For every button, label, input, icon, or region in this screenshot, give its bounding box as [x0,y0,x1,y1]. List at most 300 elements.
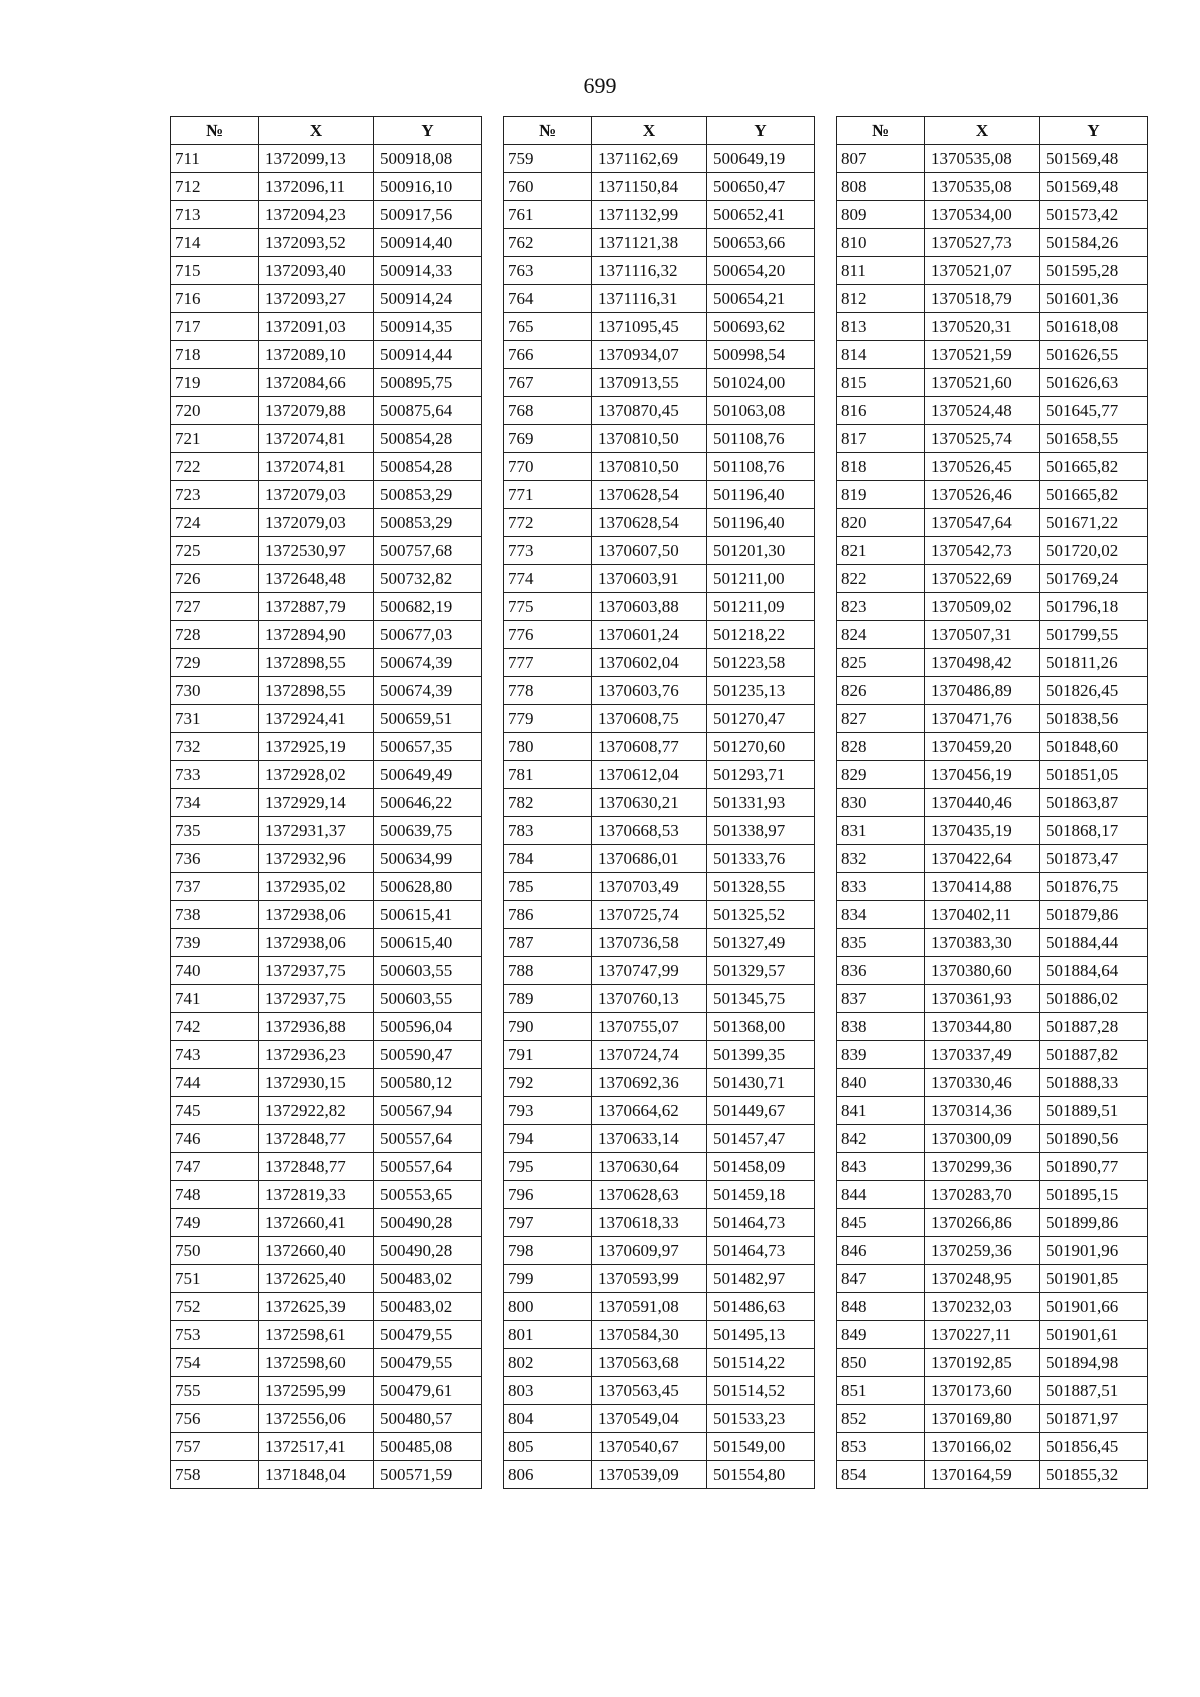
cell-number: 734 [171,789,259,817]
cell-number: 774 [504,565,592,593]
cell-y: 500659,51 [374,705,482,733]
cell-x: 1370456,19 [925,761,1040,789]
cell-number: 787 [504,929,592,957]
table-row [837,1097,1148,1125]
cell-x: 1372074,81 [259,453,374,481]
table-row [837,1293,1148,1321]
cell-y: 501196,40 [707,509,815,537]
cell-y: 500895,75 [374,369,482,397]
cell-number: 805 [504,1433,592,1461]
cell-y: 500490,28 [374,1237,482,1265]
cell-number: 751 [171,1265,259,1293]
cell-y: 501884,64 [1040,957,1148,985]
cell-number: 727 [171,593,259,621]
table-row [504,481,815,509]
cell-number: 845 [837,1209,925,1237]
cell-y: 501293,71 [707,761,815,789]
table-row [171,929,482,957]
table-row [504,425,815,453]
cell-y: 501514,22 [707,1349,815,1377]
cell-y: 501270,47 [707,705,815,733]
cell-y: 501887,82 [1040,1041,1148,1069]
cell-y: 501327,49 [707,929,815,957]
cell-number: 834 [837,901,925,929]
table-row [837,817,1148,845]
cell-number: 840 [837,1069,925,1097]
cell-x: 1371132,99 [592,201,707,229]
cell-y: 500557,64 [374,1125,482,1153]
table-row [504,1209,815,1237]
cell-x: 1370747,99 [592,957,707,985]
cell-x: 1372937,75 [259,985,374,1013]
column-header-x: X [592,117,707,145]
cell-x: 1370810,50 [592,425,707,453]
cell-x: 1372079,88 [259,397,374,425]
table-row [837,985,1148,1013]
cell-number: 849 [837,1321,925,1349]
cell-x: 1370522,69 [925,565,1040,593]
cell-number: 794 [504,1125,592,1153]
table-row [504,229,815,257]
cell-y: 500853,29 [374,509,482,537]
cell-number: 784 [504,845,592,873]
table-row [504,957,815,985]
cell-x: 1370686,01 [592,845,707,873]
cell-number: 807 [837,145,925,173]
table-row [171,145,482,173]
table-row [171,1237,482,1265]
cell-y: 501549,00 [707,1433,815,1461]
cell-number: 720 [171,397,259,425]
cell-x: 1370539,09 [592,1461,707,1489]
cell-x: 1372936,88 [259,1013,374,1041]
table-row [171,789,482,817]
cell-y: 501235,13 [707,677,815,705]
cell-number: 764 [504,285,592,313]
cell-y: 501584,26 [1040,229,1148,257]
cell-number: 827 [837,705,925,733]
cell-x: 1370520,31 [925,313,1040,341]
cell-number: 817 [837,425,925,453]
table-row [504,313,815,341]
cell-x: 1370609,97 [592,1237,707,1265]
table-row [837,257,1148,285]
table-row [171,313,482,341]
cell-y: 501218,22 [707,621,815,649]
cell-y: 501223,58 [707,649,815,677]
cell-number: 762 [504,229,592,257]
cell-number: 826 [837,677,925,705]
cell-y: 500677,03 [374,621,482,649]
cell-number: 814 [837,341,925,369]
table-row [171,1377,482,1405]
cell-x: 1370547,64 [925,509,1040,537]
table-row [171,1069,482,1097]
cell-x: 1371116,31 [592,285,707,313]
cell-number: 819 [837,481,925,509]
table-row [837,761,1148,789]
cell-number: 786 [504,901,592,929]
cell-x: 1370459,20 [925,733,1040,761]
cell-y: 500603,55 [374,985,482,1013]
table-row [504,1405,815,1433]
table-row [504,173,815,201]
cell-y: 501626,55 [1040,341,1148,369]
cell-y: 501848,60 [1040,733,1148,761]
cell-x: 1370608,77 [592,733,707,761]
table-row [504,341,815,369]
table-row [837,565,1148,593]
table-row [837,957,1148,985]
cell-x: 1372556,06 [259,1405,374,1433]
cell-number: 757 [171,1433,259,1461]
table-row [171,705,482,733]
cell-number: 736 [171,845,259,873]
cell-x: 1370509,02 [925,593,1040,621]
cell-y: 501211,00 [707,565,815,593]
cell-x: 1370563,45 [592,1377,707,1405]
cell-x: 1370630,64 [592,1153,707,1181]
cell-number: 830 [837,789,925,817]
table-row [171,201,482,229]
cell-y: 501884,44 [1040,929,1148,957]
cell-x: 1372094,23 [259,201,374,229]
cell-x: 1372931,37 [259,817,374,845]
cell-x: 1372898,55 [259,677,374,705]
cell-x: 1370173,60 [925,1377,1040,1405]
cell-number: 735 [171,817,259,845]
cell-x: 1370664,62 [592,1097,707,1125]
cell-x: 1370540,67 [592,1433,707,1461]
cell-x: 1372091,03 [259,313,374,341]
cell-x: 1370422,64 [925,845,1040,873]
table-row [504,1433,815,1461]
cell-y: 500567,94 [374,1097,482,1125]
cell-x: 1371095,45 [592,313,707,341]
cell-x: 1370736,58 [592,929,707,957]
cell-y: 500639,75 [374,817,482,845]
cell-y: 501618,08 [1040,313,1148,341]
cell-y: 501811,26 [1040,649,1148,677]
table-row [837,929,1148,957]
cell-number: 714 [171,229,259,257]
cell-number: 846 [837,1237,925,1265]
cell-number: 730 [171,677,259,705]
table-row [171,733,482,761]
cell-y: 500480,57 [374,1405,482,1433]
table-row [504,985,815,1013]
table-row [171,1321,482,1349]
cell-number: 791 [504,1041,592,1069]
table-row [837,1153,1148,1181]
table-row [504,621,815,649]
cell-number: 843 [837,1153,925,1181]
table-row [837,509,1148,537]
table-row [504,733,815,761]
cell-x: 1372848,77 [259,1125,374,1153]
cell-x: 1370668,53 [592,817,707,845]
table-row [171,369,482,397]
cell-x: 1372093,52 [259,229,374,257]
cell-x: 1370608,75 [592,705,707,733]
cell-x: 1370521,60 [925,369,1040,397]
table-header-row [171,117,482,145]
cell-number: 771 [504,481,592,509]
cell-number: 821 [837,537,925,565]
table-row [837,845,1148,873]
cell-number: 769 [504,425,592,453]
table-row [837,1041,1148,1069]
table-row [171,1209,482,1237]
cell-x: 1370628,54 [592,481,707,509]
cell-x: 1370870,45 [592,397,707,425]
cell-x: 1370380,60 [925,957,1040,985]
table-row [504,1125,815,1153]
cell-x: 1370601,24 [592,621,707,649]
cell-x: 1372084,66 [259,369,374,397]
cell-number: 725 [171,537,259,565]
cell-number: 711 [171,145,259,173]
cell-number: 723 [171,481,259,509]
cell-number: 738 [171,901,259,929]
cell-x: 1371848,04 [259,1461,374,1489]
table-row [171,1153,482,1181]
column-header-number: № [504,117,592,145]
cell-number: 761 [504,201,592,229]
cell-number: 758 [171,1461,259,1489]
cell-number: 779 [504,705,592,733]
cell-x: 1370232,03 [925,1293,1040,1321]
cell-y: 500603,55 [374,957,482,985]
cell-number: 747 [171,1153,259,1181]
cell-y: 500916,10 [374,173,482,201]
cell-x: 1370300,09 [925,1125,1040,1153]
table-row [837,593,1148,621]
cell-x: 1370725,74 [592,901,707,929]
cell-y: 500853,29 [374,481,482,509]
cell-number: 744 [171,1069,259,1097]
cell-x: 1372819,33 [259,1181,374,1209]
table-row [171,761,482,789]
table-row [171,901,482,929]
table-row [504,201,815,229]
cell-y: 501889,51 [1040,1097,1148,1125]
cell-x: 1370535,08 [925,173,1040,201]
table-row [837,677,1148,705]
cell-y: 500557,64 [374,1153,482,1181]
cell-x: 1372074,81 [259,425,374,453]
cell-number: 776 [504,621,592,649]
cell-number: 829 [837,761,925,789]
cell-y: 501873,47 [1040,845,1148,873]
cell-y: 501338,97 [707,817,815,845]
cell-number: 809 [837,201,925,229]
table-row [837,1377,1148,1405]
cell-y: 501331,93 [707,789,815,817]
cell-y: 501887,51 [1040,1377,1148,1405]
table-row [504,509,815,537]
table-row [504,1321,815,1349]
cell-number: 717 [171,313,259,341]
cell-x: 1370471,76 [925,705,1040,733]
cell-x: 1372922,82 [259,1097,374,1125]
cell-y: 500490,28 [374,1209,482,1237]
cell-y: 501890,56 [1040,1125,1148,1153]
cell-number: 781 [504,761,592,789]
cell-x: 1370166,02 [925,1433,1040,1461]
column-header-y: Y [1040,117,1148,145]
cell-y: 500479,55 [374,1349,482,1377]
cell-y: 500590,47 [374,1041,482,1069]
cell-number: 780 [504,733,592,761]
cell-x: 1370486,89 [925,677,1040,705]
cell-x: 1370703,49 [592,873,707,901]
cell-y: 500628,80 [374,873,482,901]
cell-x: 1370584,30 [592,1321,707,1349]
cell-y: 501328,55 [707,873,815,901]
table-row [837,313,1148,341]
table-row [837,1405,1148,1433]
cell-y: 501063,08 [707,397,815,425]
cell-number: 759 [504,145,592,173]
table-row [171,257,482,285]
table-row [837,1013,1148,1041]
cell-number: 815 [837,369,925,397]
cell-number: 782 [504,789,592,817]
cell-number: 793 [504,1097,592,1125]
table-row [504,453,815,481]
cell-y: 500657,35 [374,733,482,761]
cell-x: 1370563,68 [592,1349,707,1377]
table-row [504,1013,815,1041]
cell-number: 852 [837,1405,925,1433]
cell-x: 1370299,36 [925,1153,1040,1181]
cell-x: 1372595,99 [259,1377,374,1405]
cell-y: 501894,98 [1040,1349,1148,1377]
cell-y: 500914,44 [374,341,482,369]
table-row [171,453,482,481]
cell-number: 737 [171,873,259,901]
cell-number: 765 [504,313,592,341]
column-header-x: X [925,117,1040,145]
column-header-x: X [259,117,374,145]
table-row [171,649,482,677]
cell-x: 1370593,99 [592,1265,707,1293]
cell-y: 500479,61 [374,1377,482,1405]
cell-number: 838 [837,1013,925,1041]
table-row [171,397,482,425]
table-row [171,873,482,901]
cell-x: 1372598,60 [259,1349,374,1377]
cell-x: 1370283,70 [925,1181,1040,1209]
cell-x: 1372898,55 [259,649,374,677]
cell-x: 1372937,75 [259,957,374,985]
table-row [504,1153,815,1181]
cell-number: 726 [171,565,259,593]
cell-x: 1371116,32 [592,257,707,285]
cell-x: 1372936,23 [259,1041,374,1069]
cell-number: 823 [837,593,925,621]
cell-x: 1370525,74 [925,425,1040,453]
table-row [504,845,815,873]
cell-y: 501464,73 [707,1237,815,1265]
cell-number: 837 [837,985,925,1013]
cell-number: 760 [504,173,592,201]
cell-y: 501720,02 [1040,537,1148,565]
table-row [504,1349,815,1377]
cell-x: 1370227,11 [925,1321,1040,1349]
cell-number: 835 [837,929,925,957]
cell-y: 501458,09 [707,1153,815,1181]
cell-number: 743 [171,1041,259,1069]
cell-number: 766 [504,341,592,369]
cell-number: 824 [837,621,925,649]
cell-x: 1372625,39 [259,1293,374,1321]
table-row [171,1013,482,1041]
table-row [504,817,815,845]
cell-number: 847 [837,1265,925,1293]
cell-x: 1370603,91 [592,565,707,593]
cell-y: 500918,08 [374,145,482,173]
cell-y: 500649,19 [707,145,815,173]
cell-x: 1370344,80 [925,1013,1040,1041]
table-row [171,985,482,1013]
cell-x: 1372935,02 [259,873,374,901]
cell-number: 712 [171,173,259,201]
table-row [171,845,482,873]
cell-x: 1372925,19 [259,733,374,761]
cell-y: 501024,00 [707,369,815,397]
table-row [837,201,1148,229]
cell-x: 1370603,76 [592,677,707,705]
table-row [504,145,815,173]
cell-number: 812 [837,285,925,313]
cell-number: 742 [171,1013,259,1041]
table-row [837,341,1148,369]
cell-y: 500654,20 [707,257,815,285]
cell-x: 1372938,06 [259,901,374,929]
table-row [837,873,1148,901]
cell-y: 501449,67 [707,1097,815,1125]
cell-number: 833 [837,873,925,901]
cell-x: 1372530,97 [259,537,374,565]
cell-x: 1372848,77 [259,1153,374,1181]
cell-number: 851 [837,1377,925,1405]
cell-x: 1370630,21 [592,789,707,817]
cell-number: 783 [504,817,592,845]
cell-number: 836 [837,957,925,985]
cell-number: 715 [171,257,259,285]
cell-y: 500483,02 [374,1293,482,1321]
cell-y: 501658,55 [1040,425,1148,453]
cell-x: 1372079,03 [259,509,374,537]
cell-y: 501459,18 [707,1181,815,1209]
cell-y: 501573,42 [1040,201,1148,229]
cell-x: 1370314,36 [925,1097,1040,1125]
cell-y: 500646,22 [374,789,482,817]
cell-y: 500615,41 [374,901,482,929]
table-row [837,537,1148,565]
cell-number: 729 [171,649,259,677]
table-row [837,145,1148,173]
cell-number: 792 [504,1069,592,1097]
cell-number: 842 [837,1125,925,1153]
cell-number: 828 [837,733,925,761]
table-row [504,1293,815,1321]
cell-y: 501430,71 [707,1069,815,1097]
cell-x: 1370628,63 [592,1181,707,1209]
cell-x: 1370755,07 [592,1013,707,1041]
